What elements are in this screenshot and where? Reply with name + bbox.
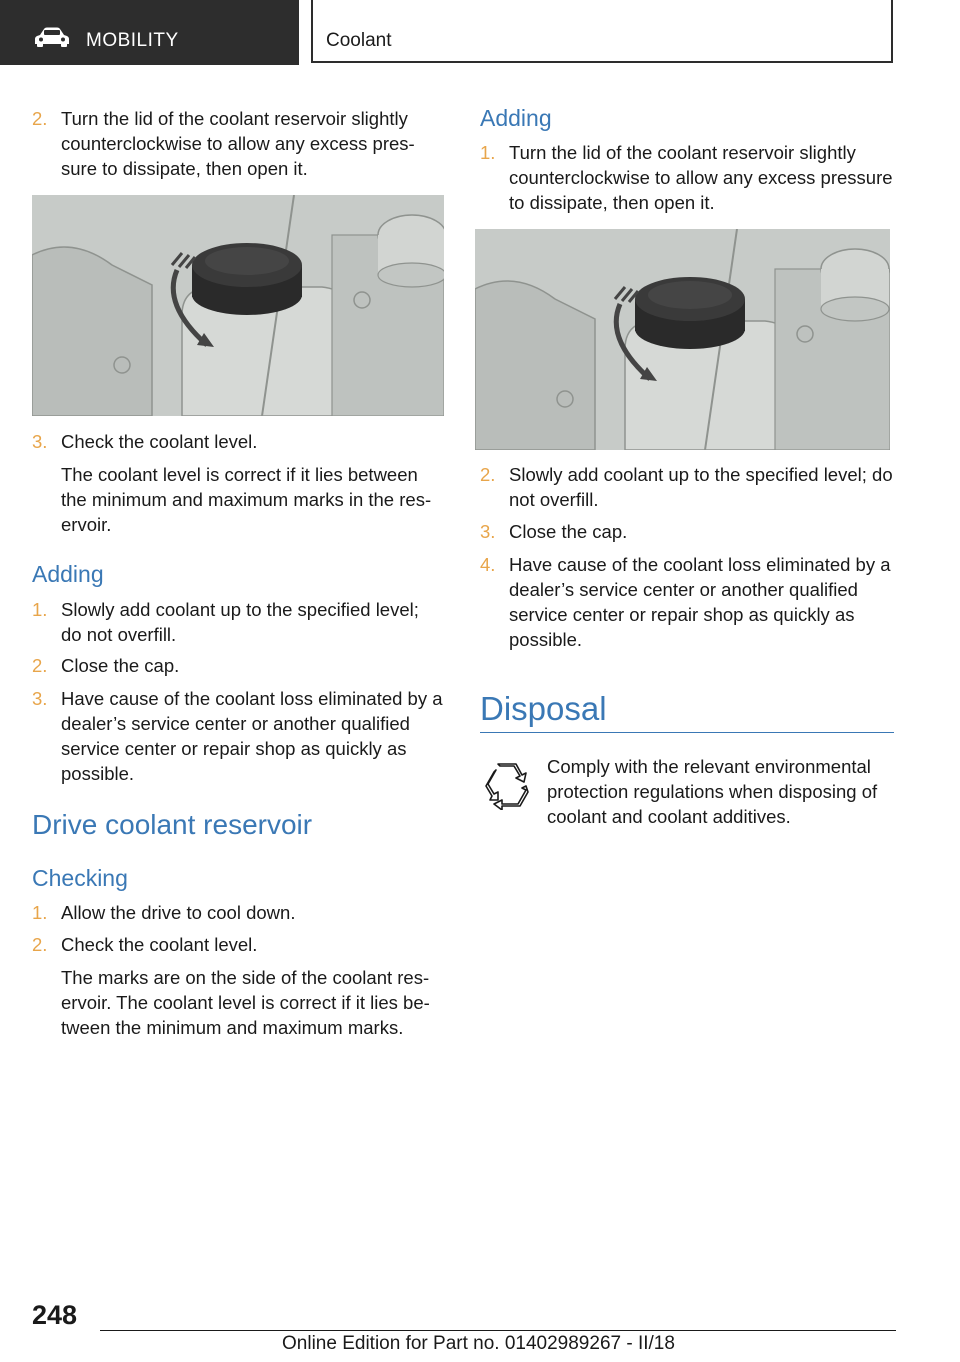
car-icon — [34, 26, 70, 48]
recycle-icon — [482, 760, 532, 810]
step-text: Slowly add coolant up to the specified level; do not overfill. — [61, 599, 419, 645]
list-item — [32, 932, 444, 957]
coolant-cap-illustration — [475, 229, 890, 450]
list-item — [480, 519, 894, 544]
step-number: 2. — [480, 464, 496, 485]
section-tab[interactable] — [0, 0, 299, 65]
step-text: Have cause of the coolant loss eliminated by a dealer’s service center or another qualified service center or repair shop as quickly as possible. — [509, 554, 891, 650]
step-text: Have cause of the coolant loss eliminated by a dealer’s service center or another qualified service center or repair shop as quickly as possible. — [61, 688, 443, 784]
list-item — [480, 462, 894, 512]
edition-note: Online Edition for Part no. 01402989267 - II/18 — [282, 1333, 675, 1354]
chapter-header — [311, 0, 893, 63]
step-note: The marks are on the side of the coolant reservoir. The coolant level is correct if it lies between the minimum and maximum marks. — [61, 967, 430, 1038]
step-text: Check the coolant level. — [61, 431, 258, 452]
step-text: Close the cap. — [509, 521, 628, 542]
section-heading: Checking — [32, 865, 128, 891]
step-number: 3. — [480, 521, 496, 542]
list-item — [32, 597, 444, 647]
step-number: 2. — [32, 934, 48, 955]
list-item — [480, 552, 894, 652]
step-text: Slowly add coolant up to the specified level; do not overfill. — [509, 464, 893, 510]
list-item — [32, 900, 444, 925]
section-heading: Adding — [480, 105, 552, 131]
list-item — [32, 106, 444, 181]
list-item — [32, 653, 444, 678]
section-label: MOBILITY — [86, 30, 179, 51]
step-number: 1. — [480, 142, 496, 163]
chapter-title: Coolant — [326, 30, 392, 51]
list-item — [480, 140, 894, 215]
section-heading: Disposal — [480, 690, 607, 727]
step-note: The coolant level is correct if it lies between the minimum and maximum marks in the reservoir. — [61, 464, 432, 535]
list-item — [32, 429, 444, 454]
step-text: Check the coolant level. — [61, 934, 258, 955]
step-text: Turn the lid of the coolant reservoir slightly counterclockwise to allow any excess pressure to dissipate, then open it. — [509, 142, 893, 213]
step-number: 3. — [32, 431, 48, 452]
step-number: 1. — [32, 599, 48, 620]
step-number: 1. — [32, 902, 48, 923]
step-text: Close the cap. — [61, 655, 180, 676]
step-number: 4. — [480, 554, 496, 575]
heading-divider — [480, 732, 894, 733]
step-number: 3. — [32, 688, 48, 709]
coolant-cap-illustration — [32, 195, 444, 416]
page-number: 248 — [32, 1300, 78, 1330]
section-heading: Adding — [32, 561, 104, 587]
step-number: 2. — [32, 108, 48, 129]
footer-divider — [100, 1330, 896, 1331]
list-item — [32, 686, 444, 786]
step-text: Turn the lid of the coolant reservoir slightly counterclockwise to allow any excess pressure to dissipate, then open it. — [61, 108, 415, 179]
step-text: Allow the drive to cool down. — [61, 902, 296, 923]
step-number: 2. — [32, 655, 48, 676]
section-heading: Drive coolant reservoir — [32, 809, 313, 840]
disposal-text: Comply with the relevant environmental protection regulations when disposing of coolant and coolant additives. — [547, 756, 878, 827]
